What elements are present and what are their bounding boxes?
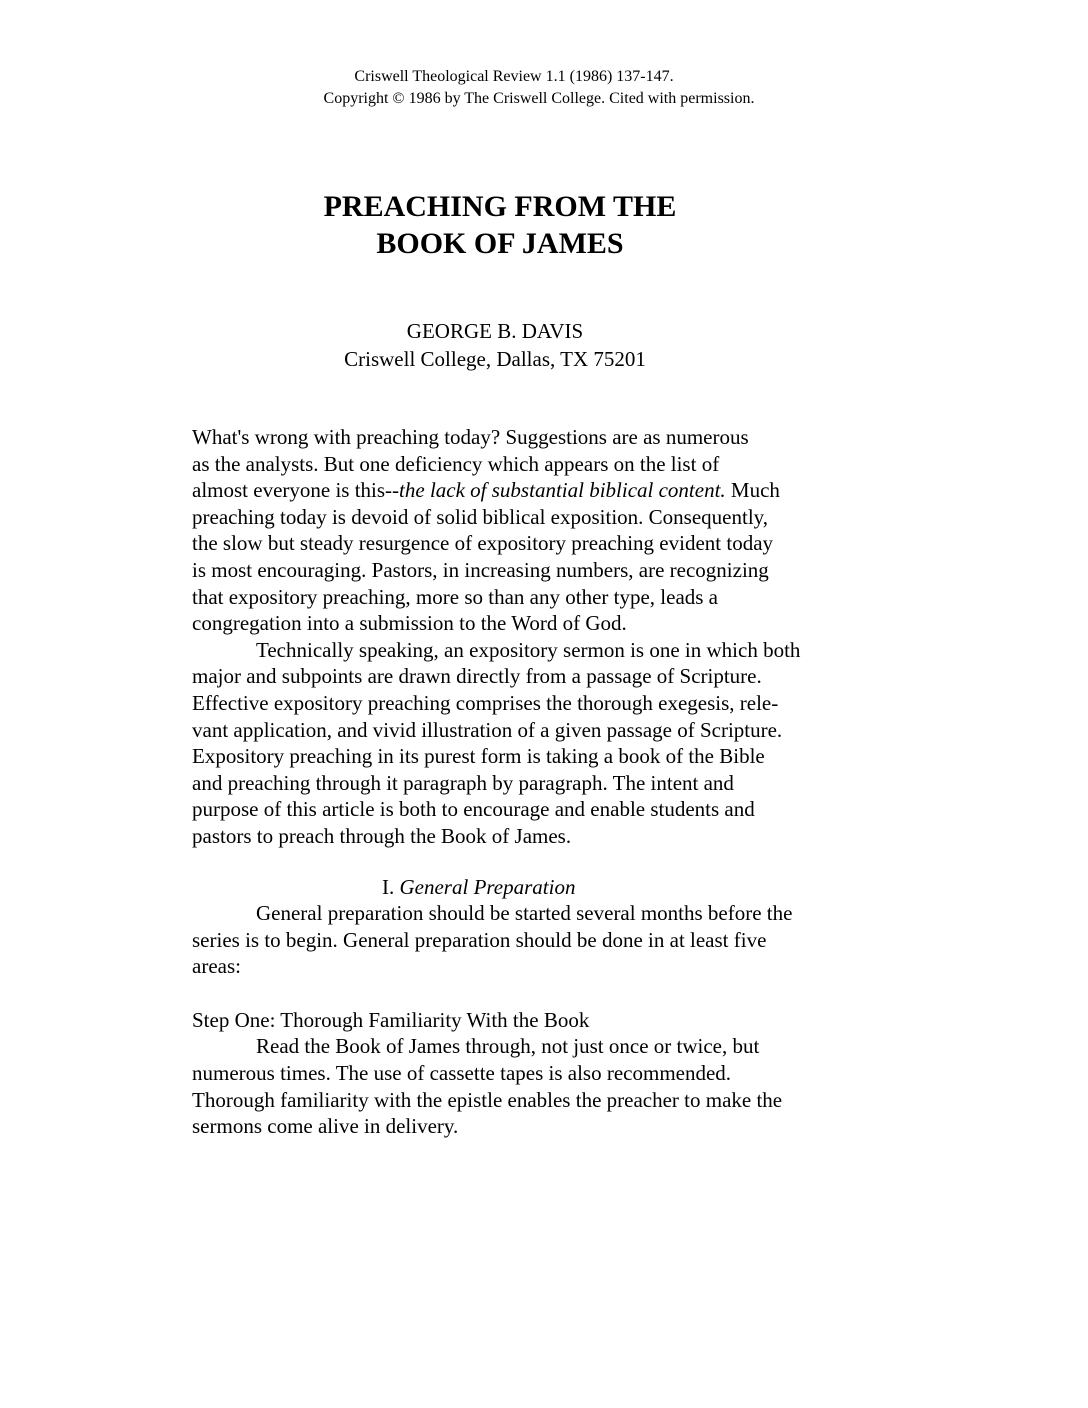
text-line: major and subpoints are drawn directly from a passage of Scripture.	[192, 664, 762, 689]
text-line: vant application, and vivid illustration of a given passage of Scripture.	[192, 717, 783, 742]
text-line: What's wrong with preaching today? Suggestions are as numerous	[192, 425, 749, 449]
text-line: Effective expository preaching comprises the thorough exegesis, rele-	[192, 690, 779, 715]
text-line: Technically speaking, an expository sermon is one in which both	[256, 637, 801, 662]
author-name: GEORGE B. DAVIS	[406, 319, 584, 343]
journal-citation: Criswell Theological Review 1.1 (1986) 137-147.	[354, 68, 674, 85]
paragraph-definition	[192, 637, 872, 850]
text-line: and preaching through it paragraph by paragraph. The intent and	[192, 770, 734, 795]
section-heading	[192, 874, 872, 901]
page-header	[0, 66, 1088, 110]
text-line: series is to begin. General preparation should be done in at least five	[192, 927, 767, 952]
title-line-2: BOOK OF JAMES	[376, 227, 624, 260]
author-block	[0, 317, 990, 373]
text-line: Expository preaching in its purest form is taking a book of the Bible	[192, 744, 765, 769]
text-line: as the analysts. But one deficiency which appears on the list of	[192, 451, 720, 476]
text-line: numerous times. The use of cassette tapes is also recommended.	[192, 1061, 732, 1086]
text-span: Much	[725, 478, 780, 503]
text-span: almost everyone is this--	[192, 478, 400, 503]
text-line: congregation into a submission to the Word of God.	[192, 611, 627, 636]
section-title: General Preparation	[399, 874, 576, 899]
text-line: Read the Book of James through, not just once or twice, but	[256, 1034, 760, 1059]
author-affiliation: Criswell College, Dallas, TX 75201	[344, 347, 646, 371]
article-body	[192, 424, 872, 1140]
step-heading: Step One: Thorough Familiarity With the Book	[192, 1007, 590, 1032]
text-line: sermons come alive in delivery.	[192, 1114, 459, 1139]
text-line: General preparation should be started several months before the	[256, 901, 793, 926]
paragraph-familiarity	[192, 1033, 872, 1139]
text-line: that expository preaching, more so than any other type, leads a	[192, 584, 719, 609]
article-title	[0, 188, 1000, 262]
text-line: Thorough familiarity with the epistle enables the preacher to make the	[192, 1087, 783, 1112]
title-line-1: PREACHING FROM THE	[323, 190, 677, 223]
text-line: is most encouraging. Pastors, in increasing numbers, are recognizing	[192, 557, 769, 582]
text-line: preaching today is devoid of solid biblical exposition. Consequently,	[192, 504, 769, 529]
text-line: pastors to preach through the Book of James.	[192, 823, 572, 848]
text-line: purpose of this article is both to encourage and enable students and	[192, 797, 755, 822]
paragraph-general-preparation	[192, 900, 872, 980]
text-line	[192, 477, 872, 504]
text-line: areas:	[192, 954, 241, 979]
text-line: the slow but steady resurgence of expository preaching evident today	[192, 531, 774, 556]
paragraph-intro	[192, 424, 872, 637]
emphasis-text: the lack of substantial biblical content.	[399, 478, 726, 503]
section-number: I.	[382, 874, 400, 899]
copyright-notice: Copyright © 1986 by The Criswell College. Cited with permission.	[323, 90, 755, 107]
